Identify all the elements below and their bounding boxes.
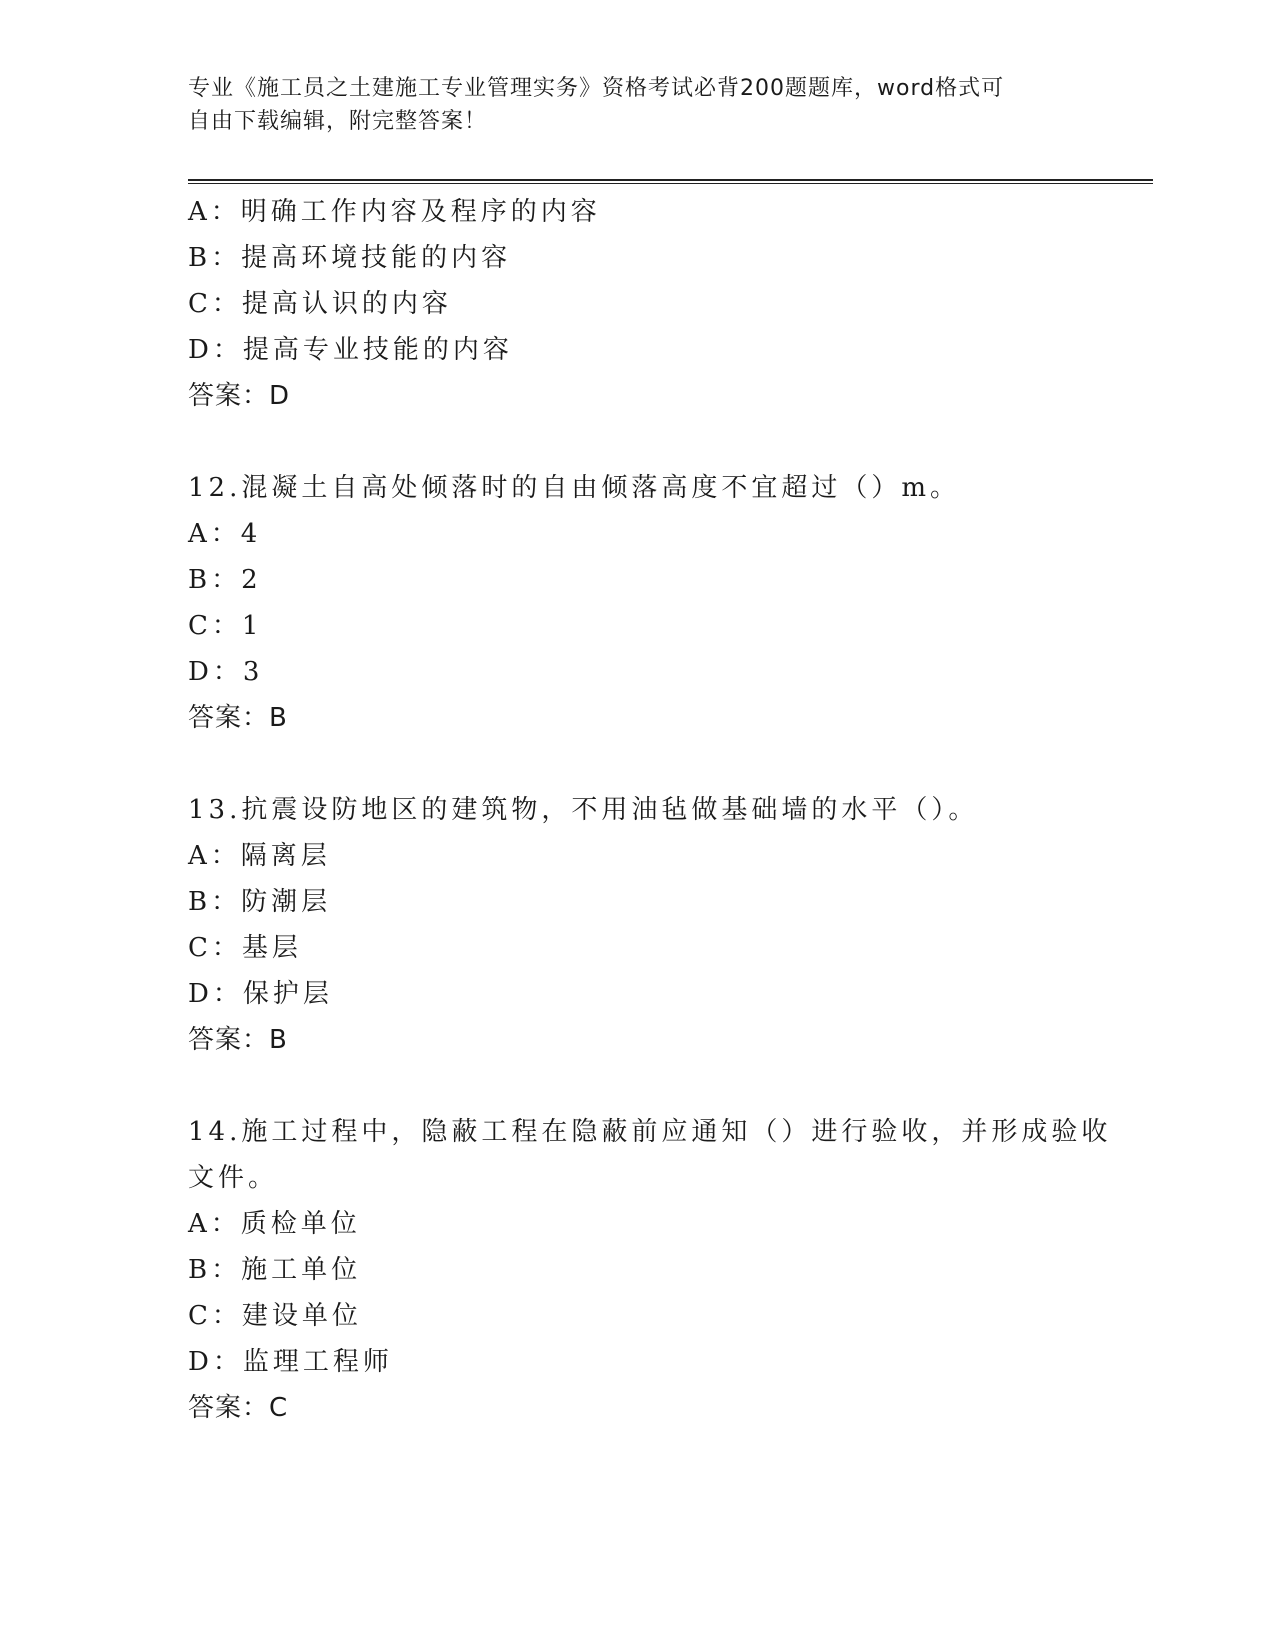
option-d: D：3 bbox=[188, 657, 264, 687]
option-c: C：建设单位 bbox=[188, 1301, 362, 1331]
option-b: B：施工单位 bbox=[188, 1255, 362, 1285]
option-c: C：1 bbox=[188, 611, 263, 641]
answer-line: 答案：B bbox=[188, 1025, 288, 1055]
option-b: B：2 bbox=[188, 565, 262, 595]
header-divider-thick bbox=[188, 179, 1153, 181]
answer-line: 答案：D bbox=[188, 381, 291, 411]
question-spacer bbox=[188, 419, 1088, 465]
option-a: A：质检单位 bbox=[188, 1209, 361, 1239]
question-list bbox=[188, 189, 1112, 1431]
answer-line: 答案：C bbox=[188, 1393, 289, 1423]
option-a: A：明确工作内容及程序的内容 bbox=[188, 197, 601, 227]
option-c: C：提高认识的内容 bbox=[188, 289, 452, 319]
option-a: A：隔离层 bbox=[188, 841, 331, 871]
header-divider-thin bbox=[188, 183, 1153, 184]
question-block-14 bbox=[188, 1109, 1112, 1431]
question-text-line2: 文件。 bbox=[188, 1163, 279, 1193]
header-title-line1: 专业《施工员之土建施工专业管理实务》资格考试必背200题题库，word格式可 bbox=[188, 76, 1005, 101]
question-text-line1: 14.施工过程中，隐蔽工程在隐蔽前应通知（）进行验收，并形成验收 bbox=[188, 1117, 1112, 1147]
header-title-line2: 自由下载编辑，附完整答案！ bbox=[188, 109, 488, 134]
question-block-11 bbox=[188, 189, 1088, 419]
question-text: 12.混凝土自高处倾落时的自由倾落高度不宜超过（）m。 bbox=[188, 473, 961, 503]
question-block-13 bbox=[188, 787, 1088, 1063]
answer-line: 答案：B bbox=[188, 703, 288, 733]
question-spacer bbox=[188, 1063, 1088, 1109]
document-header bbox=[188, 72, 1088, 138]
question-text: 13.抗震设防地区的建筑物，不用油毡做基础墙的水平（）。 bbox=[188, 795, 979, 825]
option-d: D：保护层 bbox=[188, 979, 333, 1009]
question-spacer bbox=[188, 741, 1088, 787]
option-d: D：监理工程师 bbox=[188, 1347, 393, 1377]
option-b: B：提高环境技能的内容 bbox=[188, 243, 512, 273]
option-c: C：基层 bbox=[188, 933, 302, 963]
option-d: D：提高专业技能的内容 bbox=[188, 335, 513, 365]
option-a: A：4 bbox=[188, 519, 262, 549]
option-b: B：防潮层 bbox=[188, 887, 332, 917]
question-block-12 bbox=[188, 465, 1088, 741]
